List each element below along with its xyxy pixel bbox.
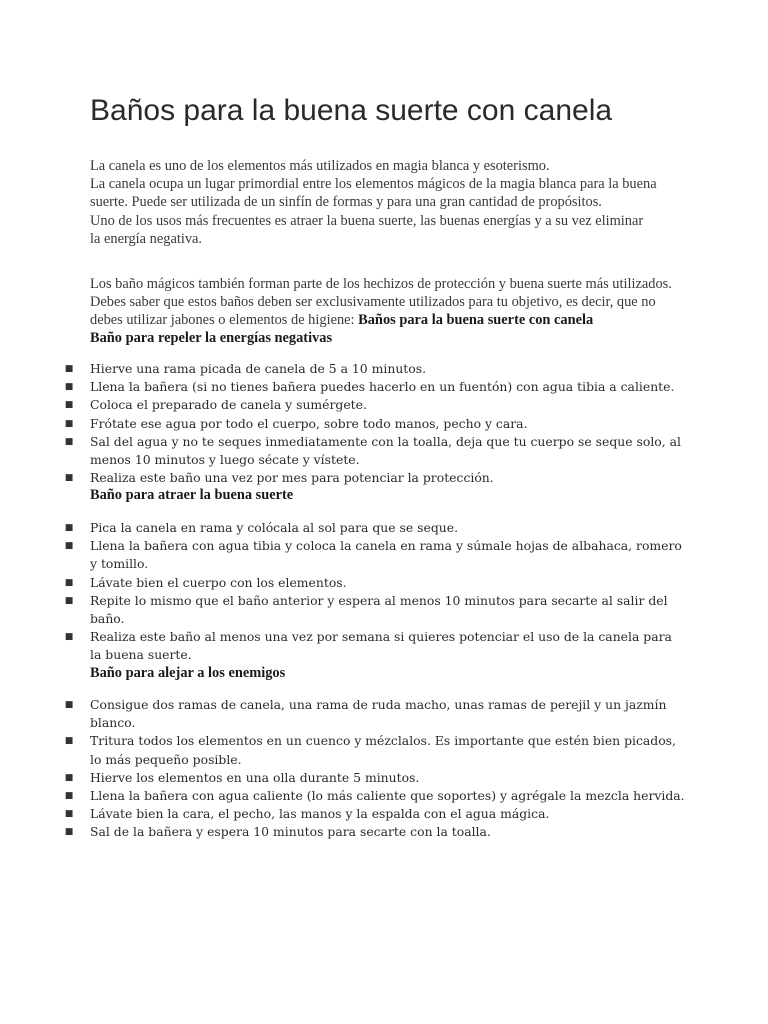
list-item: [64, 696, 710, 732]
bullet-icon: ■: [64, 436, 74, 447]
list-item: [64, 537, 710, 573]
list-item-text: Realiza este baño al menos una vez por semana si quieres potenciar el uso de la canela para: [90, 629, 672, 645]
second-paragraph: [90, 275, 690, 330]
list-item-text: Hierve una rama picada de canela de 5 a 10 minutos.: [90, 361, 427, 376]
list-item-text: Lávate bien la cara, el pecho, las manos y la espalda con el agua mágica.: [90, 806, 550, 822]
bullet-icon: ■: [64, 541, 74, 552]
list-item-text: blanco.: [90, 715, 136, 731]
list-item-text: y tomillo.: [90, 556, 149, 572]
list-item: [64, 433, 710, 469]
bullet-icon: ■: [64, 736, 74, 747]
text-line: La canela es uno de los elementos más utilizados en magia blanca y esoterismo.: [90, 158, 550, 174]
section-heading-atraer: Baño para atraer la buena suerte: [90, 487, 294, 503]
bullet-icon: ■: [64, 577, 74, 588]
list-item: [64, 628, 710, 664]
list-item: [64, 574, 710, 592]
list-item-text: Sal de la bañera y espera 10 minutos para secarte con la toalla.: [90, 824, 491, 840]
list-item-text: Frótate ese agua por todo el cuerpo, sobre todo manos, pecho y cara.: [90, 415, 528, 431]
list-item-text: Sal del agua y no te seques inmediatamente con la toalla, deja que tu cuerpo se seque solo, al: [90, 433, 681, 449]
list-item-text: Llena la bañera (si no tienes bañera puedes hacerlo en un fuentón) con agua tibia a caliente.: [90, 379, 675, 395]
list-item-text: Coloca el preparado de canela y sumérgete.: [90, 397, 367, 413]
bullet-icon: ■: [64, 595, 74, 606]
bullet-list-atraer: [64, 519, 710, 665]
page-title: Baños para la buena suerte con canela: [90, 94, 613, 127]
bullet-icon: ■: [64, 632, 74, 643]
list-item-text: Repite lo mismo que el baño anterior y espera al menos 10 minutos para secarte al salir del: [90, 592, 668, 608]
list-item-text: lo más pequeño posible.: [90, 751, 242, 767]
list-item-text: la buena suerte.: [90, 647, 192, 663]
list-item: [64, 396, 710, 414]
bullet-icon: ■: [64, 473, 74, 484]
text-line: [90, 311, 690, 329]
list-item-text: menos 10 minutos y luego sécate y vístete.: [90, 452, 360, 468]
bullet-icon: ■: [64, 523, 74, 533]
bullet-icon: ■: [64, 791, 74, 802]
text-line: Uno de los usos más frecuentes es atraer la buena suerte, las buenas energías y a su vez eliminar: [90, 212, 644, 229]
list-item-text: Tritura todos los elementos en un cuenco y mézclalos. Es importante que estén bien picados,: [90, 733, 676, 749]
text-line: Los baño mágicos también forman parte de los hechizos de protección y buena suerte más utilizados.: [90, 276, 672, 292]
bullet-list-repeler: [64, 360, 710, 487]
list-item: [64, 823, 710, 841]
text-line: suerte. Puede ser utilizada de un sinfín de formas y para una gran cantidad de propósitos.: [90, 194, 602, 211]
bullet-icon: ■: [64, 827, 74, 838]
intro-paragraph: [90, 157, 690, 248]
section-heading-alejar: Baño para alejar a los enemigos: [90, 665, 286, 681]
text-line: la energía negativa.: [90, 230, 203, 247]
bold-inline-title: Baños para la buena suerte con canela: [358, 312, 594, 329]
text-line: La canela ocupa un lugar primordial entre los elementos mágicos de la magia blanca para la buena: [90, 176, 657, 193]
text-line: Debes saber que estos baños deben ser exclusivamente utilizados para tu objetivo, es decir, que no: [90, 294, 656, 311]
list-item-text: Hierve los elementos en una olla durante 5 minutos.: [90, 769, 420, 785]
list-item: [64, 769, 710, 787]
list-item: [64, 787, 710, 805]
list-item-text: Llena la bañera con agua caliente (lo más caliente que soportes) y agrégale la mezcla hervida.: [90, 788, 685, 804]
list-item-text: Realiza este baño una vez por mes para potenciar la protección.: [90, 470, 494, 486]
list-item-text: Pica la canela en rama y colócala al sol para que se seque.: [90, 520, 459, 535]
section-heading-repeler: Baño para repeler la energías negativas: [90, 330, 333, 346]
bullet-icon: ■: [64, 400, 74, 411]
list-item: [64, 732, 710, 768]
list-item: [64, 469, 710, 487]
list-item: [64, 805, 710, 823]
list-item-text: baño.: [90, 611, 125, 627]
bullet-icon: ■: [64, 418, 74, 429]
bullet-list-alejar: [64, 696, 710, 842]
text-segment: debes utilizar jabones o elementos de higiene:: [90, 312, 359, 329]
bullet-icon: ■: [64, 382, 74, 393]
list-item: [64, 360, 710, 378]
list-item-text: Consigue dos ramas de canela, una rama de ruda macho, unas ramas de perejil y un jazmín: [90, 697, 667, 712]
bullet-icon: ■: [64, 772, 74, 783]
bullet-icon: ■: [64, 364, 74, 374]
bullet-icon: ■: [64, 700, 74, 710]
list-item-text: Llena la bañera con agua tibia y coloca la canela en rama y súmale hojas de albahaca, romero: [90, 538, 682, 554]
list-item: [64, 519, 710, 537]
list-item: [64, 378, 710, 396]
bullet-icon: ■: [64, 809, 74, 820]
list-item-text: Lávate bien el cuerpo con los elementos.: [90, 574, 347, 590]
list-item: [64, 592, 710, 628]
list-item: [64, 415, 710, 433]
